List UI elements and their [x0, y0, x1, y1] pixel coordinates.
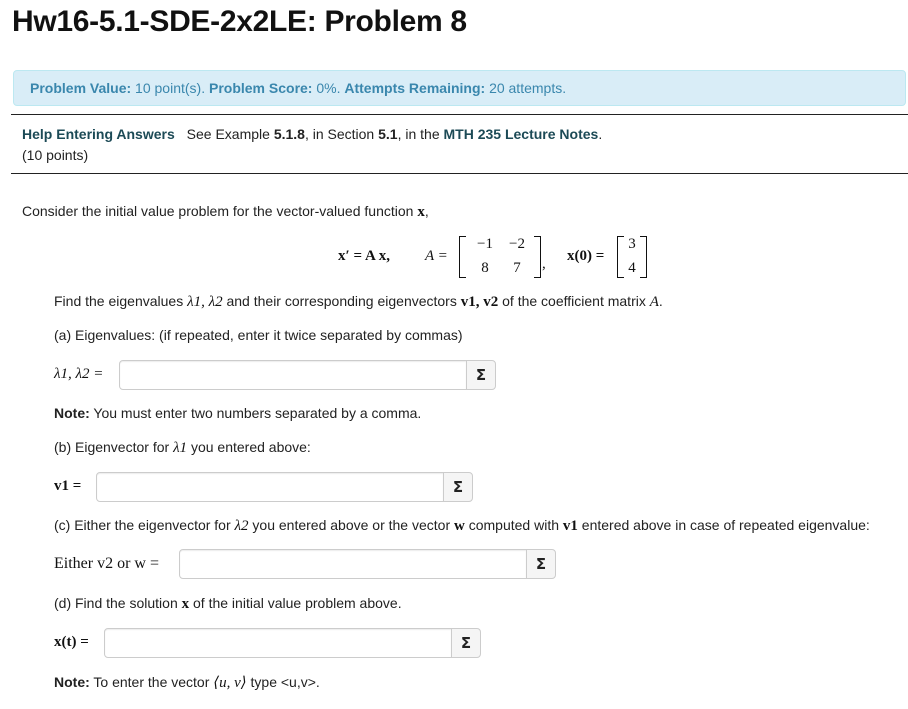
note-bold: Note:: [54, 674, 90, 690]
matrix-A-cell: 7: [513, 260, 521, 276]
part-a-math-label: λ1, λ2 =: [54, 366, 104, 382]
attempts-remaining: 20 attempts.: [489, 80, 567, 96]
v1-symbol: v1: [562, 518, 578, 534]
find-instructions: Find the eigenvalues λ1, λ2 and their corresponding eigenvectors v1, v2 of the coefficient matrix A.: [54, 293, 663, 310]
matrix-A-comma: ,: [542, 256, 546, 272]
part-b-math-label: v1 =: [54, 478, 82, 494]
help-see-text: See Example: [186, 126, 270, 142]
part-c-label: (c) Either the eigenvector for λ2 you entered above or the vector w computed with v1 entered above in case of repeated eigenvalue:: [54, 517, 870, 534]
part-d-label: (d) Find the solution x of the initial value problem above.: [54, 595, 402, 612]
points-text: (10 points): [22, 147, 89, 163]
eigenvector-v1-equation-editor-button[interactable]: Σ: [443, 472, 473, 502]
lambda2-symbol: λ2: [234, 518, 249, 534]
eigenvector-v2-equation-editor-button[interactable]: Σ: [526, 549, 556, 579]
matrix-A-symbol: A: [649, 294, 659, 310]
help-entering-answers-link[interactable]: Help Entering Answers: [22, 126, 175, 142]
problem-score: 0%.: [316, 80, 341, 96]
help-in-section-text: , in Section: [304, 126, 375, 142]
example-number: 5.1.8: [273, 126, 305, 142]
w-symbol: w: [454, 518, 465, 534]
help-in-the-text: , in the: [397, 126, 440, 142]
matrix-A-left-bracket: [459, 236, 466, 278]
help-line: [22, 126, 602, 142]
vector-x0-cell: 3: [628, 236, 636, 252]
vector-x0-cell: 4: [628, 260, 636, 276]
eigenvector-v1-input[interactable]: [96, 472, 444, 502]
initial-condition-label: x(0) =: [567, 248, 605, 264]
intro-comma: ,: [424, 203, 429, 219]
part-d-math-label: x(t) =: [54, 634, 89, 650]
matrix-A-cell: −2: [509, 236, 525, 252]
eigenvector-v2-or-w-input[interactable]: [179, 549, 527, 579]
problem-intro: [22, 203, 429, 221]
matrix-A-cell: −1: [477, 236, 493, 252]
note-bold: Note:: [54, 405, 90, 421]
ode-lhs-text: x′ = A x,: [338, 248, 390, 264]
ode-lhs: [338, 248, 390, 265]
attempts-remaining-label: Attempts Remaining:: [344, 80, 486, 96]
problem-value: 10 point(s).: [135, 80, 206, 96]
eigenvalues-input[interactable]: [119, 360, 467, 390]
matrix-A-label: A =: [425, 248, 448, 264]
lambda-symbols: λ1, λ2: [187, 294, 223, 310]
problem-score-label: Problem Score:: [208, 80, 313, 96]
solution-x-input[interactable]: [104, 628, 452, 658]
divider-bottom: [11, 173, 908, 174]
intro-var-x: x: [417, 204, 425, 220]
section-number: 5.1: [378, 126, 398, 142]
divider-top: [11, 114, 908, 115]
part-d-note: Note: To enter the vector ⟨u, v⟩ type <u,v>.: [54, 674, 320, 691]
part-a-note: Note: You must enter two numbers separated by a comma.: [54, 405, 422, 421]
vector-x0-left-bracket: [617, 236, 624, 278]
vector-x0-right-bracket: [640, 236, 647, 278]
matrix-A-cell: 8: [481, 260, 489, 276]
problem-value-label: Problem Value:: [30, 80, 132, 96]
part-c-math-label: Either v2 or w =: [54, 555, 159, 572]
eigenvalues-equation-editor-button[interactable]: Σ: [466, 360, 496, 390]
part-b-label: (b) Eigenvector for λ1 you entered above:: [54, 439, 311, 456]
vector-x0: [617, 236, 647, 278]
eigenvector-symbols: v1, v2: [460, 294, 499, 310]
lambda1-symbol: λ1: [173, 440, 188, 456]
lecture-notes-link[interactable]: MTH 235 Lecture Notes: [443, 126, 599, 142]
solution-x-equation-editor-button[interactable]: Σ: [451, 628, 481, 658]
matrix-A: [459, 236, 541, 278]
part-a-label: (a) Eigenvalues: (if repeated, enter it twice separated by commas): [54, 327, 463, 343]
vector-uv-symbol: ⟨u, v⟩: [213, 675, 247, 691]
help-period: .: [598, 126, 603, 142]
intro-text: Consider the initial value problem for the vector-valued function: [22, 203, 414, 219]
matrix-A-right-bracket: [534, 236, 541, 278]
problem-status-bar: [13, 70, 906, 106]
x-symbol: x: [181, 596, 190, 612]
page-title: Hw16-5.1-SDE-2x2LE: Problem 8: [12, 5, 467, 38]
